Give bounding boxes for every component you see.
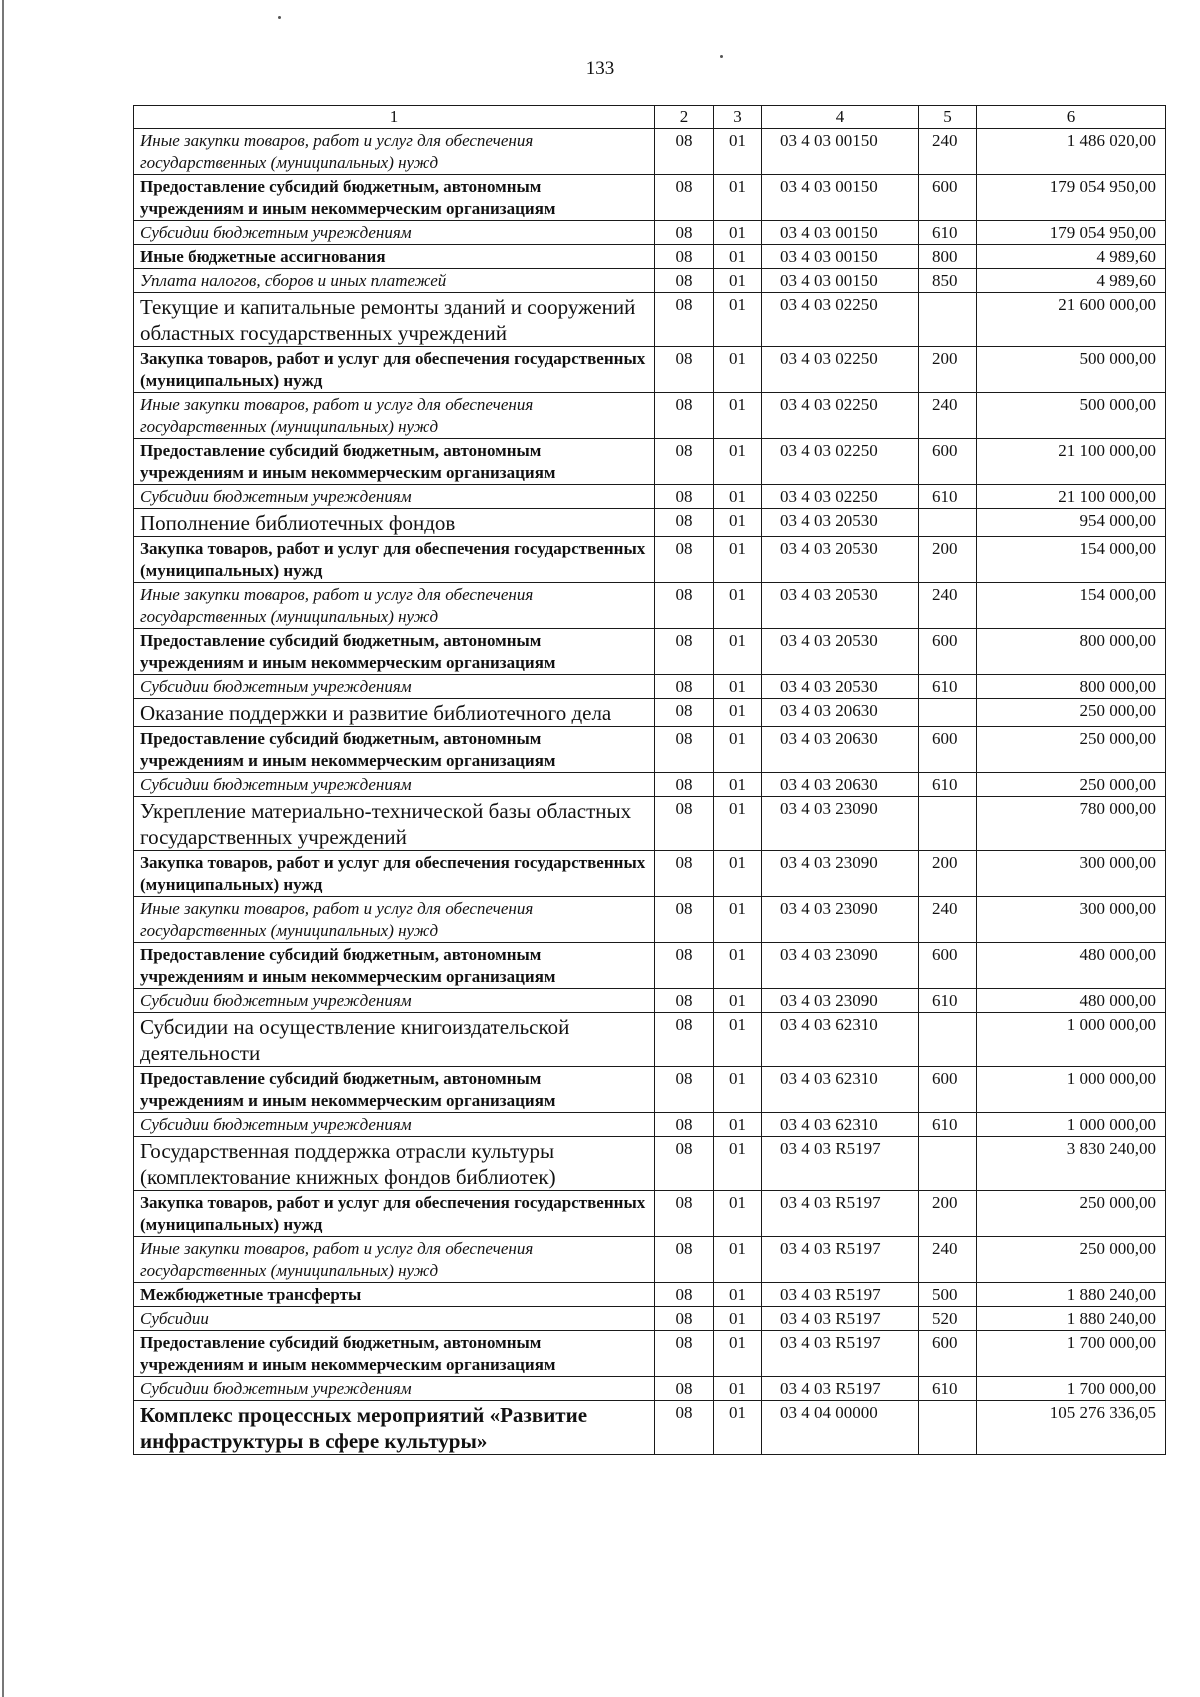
target-article-cell: 03 4 03 62310 [762,1113,919,1137]
expense-type-cell: 200 [919,851,977,897]
table-header-row [134,106,1166,129]
table-row [134,129,1166,175]
amount-cell: 1 000 000,00 [977,1013,1166,1067]
item-name-cell: Закупка товаров, работ и услуг для обеспечения государственных (муниципальных) нужд [134,537,655,583]
expense-type-cell: 600 [919,629,977,675]
subsection-code-cell: 01 [714,129,762,175]
table-row [134,221,1166,245]
expense-type-cell: 240 [919,1237,977,1283]
target-article-cell: 03 4 03 62310 [762,1013,919,1067]
target-article-cell: 03 4 03 00150 [762,129,919,175]
section-code-cell: 08 [655,1113,714,1137]
scan-speck [278,16,281,19]
expense-type-cell: 200 [919,1191,977,1237]
section-code-cell: 08 [655,773,714,797]
table-row [134,1401,1166,1455]
table-row [134,675,1166,699]
expense-type-cell: 600 [919,439,977,485]
amount-cell: 21 100 000,00 [977,485,1166,509]
amount-cell: 179 054 950,00 [977,221,1166,245]
section-code-cell: 08 [655,175,714,221]
expense-type-cell: 240 [919,897,977,943]
target-article-cell: 03 4 03 23090 [762,943,919,989]
section-code-cell: 08 [655,1191,714,1237]
item-name-cell: Иные закупки товаров, работ и услуг для обеспечения государственных (муниципальных) нужд [134,129,655,175]
table-row [134,245,1166,269]
header-cell: 4 [762,106,919,129]
expense-type-cell: 240 [919,393,977,439]
item-name-cell: Предоставление субсидий бюджетным, автономным учреждениям и иным некоммерческим организациям [134,175,655,221]
amount-cell: 4 989,60 [977,269,1166,293]
table-row [134,1307,1166,1331]
table-row [134,583,1166,629]
subsection-code-cell: 01 [714,1013,762,1067]
subsection-code-cell: 01 [714,485,762,509]
item-name-cell: Закупка товаров, работ и услуг для обеспечения государственных (муниципальных) нужд [134,1191,655,1237]
amount-cell: 4 989,60 [977,245,1166,269]
item-name-cell: Субсидии бюджетным учреждениям [134,1113,655,1137]
expense-type-cell: 200 [919,347,977,393]
table-row [134,1191,1166,1237]
header-cell: 2 [655,106,714,129]
item-name-cell: Предоставление субсидий бюджетным, автономным учреждениям и иным некоммерческим организациям [134,943,655,989]
section-code-cell: 08 [655,797,714,851]
target-article-cell: 03 4 03 02250 [762,393,919,439]
table-row [134,1283,1166,1307]
expense-type-cell: 520 [919,1307,977,1331]
item-name-cell: Предоставление субсидий бюджетным, автономным учреждениям и иным некоммерческим организациям [134,629,655,675]
expense-type-cell: 600 [919,727,977,773]
item-name-cell: Предоставление субсидий бюджетным, автономным учреждениям и иным некоммерческим организациям [134,727,655,773]
amount-cell: 500 000,00 [977,347,1166,393]
subsection-code-cell: 01 [714,269,762,293]
expense-type-cell: 600 [919,1067,977,1113]
target-article-cell: 03 4 03 02250 [762,485,919,509]
amount-cell: 1 000 000,00 [977,1067,1166,1113]
amount-cell: 780 000,00 [977,797,1166,851]
target-article-cell: 03 4 03 20630 [762,773,919,797]
item-name-cell: Субсидии на осуществление книгоиздательской деятельности [134,1013,655,1067]
section-code-cell: 08 [655,129,714,175]
target-article-cell: 03 4 03 62310 [762,1067,919,1113]
amount-cell: 480 000,00 [977,943,1166,989]
expense-type-cell [919,1013,977,1067]
subsection-code-cell: 01 [714,583,762,629]
item-name-cell: Предоставление субсидий бюджетным, автономным учреждениям и иным некоммерческим организациям [134,1331,655,1377]
subsection-code-cell: 01 [714,943,762,989]
item-name-cell: Субсидии [134,1307,655,1331]
subsection-code-cell: 01 [714,1137,762,1191]
item-name-cell: Иные закупки товаров, работ и услуг для обеспечения государственных (муниципальных) нужд [134,897,655,943]
expense-type-cell: 610 [919,773,977,797]
subsection-code-cell: 01 [714,1377,762,1401]
amount-cell: 1 000 000,00 [977,1113,1166,1137]
subsection-code-cell: 01 [714,699,762,727]
item-name-cell: Государственная поддержка отрасли культуры (комплектование книжных фондов библиотек) [134,1137,655,1191]
table-row [134,943,1166,989]
amount-cell: 954 000,00 [977,509,1166,537]
expense-type-cell: 240 [919,583,977,629]
target-article-cell: 03 4 03 00150 [762,221,919,245]
amount-cell: 300 000,00 [977,851,1166,897]
table-row [134,439,1166,485]
table-row [134,1137,1166,1191]
target-article-cell: 03 4 03 23090 [762,851,919,897]
table-row [134,773,1166,797]
subsection-code-cell: 01 [714,1237,762,1283]
item-name-cell: Закупка товаров, работ и услуг для обеспечения государственных (муниципальных) нужд [134,347,655,393]
expense-type-cell: 610 [919,485,977,509]
section-code-cell: 08 [655,1377,714,1401]
section-code-cell: 08 [655,485,714,509]
subsection-code-cell: 01 [714,245,762,269]
section-code-cell: 08 [655,989,714,1013]
amount-cell: 1 700 000,00 [977,1331,1166,1377]
table-row [134,537,1166,583]
target-article-cell: 03 4 03 20530 [762,583,919,629]
expense-type-cell: 600 [919,175,977,221]
table-row [134,1067,1166,1113]
section-code-cell: 08 [655,537,714,583]
subsection-code-cell: 01 [714,537,762,583]
item-name-cell: Субсидии бюджетным учреждениям [134,1377,655,1401]
target-article-cell: 03 4 03 02250 [762,439,919,485]
target-article-cell: 03 4 03 00150 [762,269,919,293]
subsection-code-cell: 01 [714,1307,762,1331]
section-code-cell: 08 [655,1067,714,1113]
amount-cell: 154 000,00 [977,537,1166,583]
expense-type-cell [919,699,977,727]
section-code-cell: 08 [655,439,714,485]
subsection-code-cell: 01 [714,221,762,245]
target-article-cell: 03 4 03 23090 [762,897,919,943]
amount-cell: 250 000,00 [977,699,1166,727]
subsection-code-cell: 01 [714,989,762,1013]
target-article-cell: 03 4 03 R5197 [762,1237,919,1283]
section-code-cell: 08 [655,1137,714,1191]
section-code-cell: 08 [655,293,714,347]
table-row [134,393,1166,439]
amount-cell: 3 830 240,00 [977,1137,1166,1191]
section-code-cell: 08 [655,1283,714,1307]
subsection-code-cell: 01 [714,293,762,347]
target-article-cell: 03 4 03 R5197 [762,1307,919,1331]
item-name-cell: Иные закупки товаров, работ и услуг для обеспечения государственных (муниципальных) нужд [134,583,655,629]
expense-type-cell [919,797,977,851]
item-name-cell: Субсидии бюджетным учреждениям [134,989,655,1013]
target-article-cell: 03 4 03 00150 [762,175,919,221]
amount-cell: 800 000,00 [977,629,1166,675]
item-name-cell: Предоставление субсидий бюджетным, автономным учреждениям и иным некоммерческим организациям [134,439,655,485]
target-article-cell: 03 4 03 23090 [762,989,919,1013]
table-row [134,175,1166,221]
budget-table [133,105,1166,1455]
expense-type-cell: 610 [919,1113,977,1137]
target-article-cell: 03 4 03 R5197 [762,1377,919,1401]
header-cell: 6 [977,106,1166,129]
subsection-code-cell: 01 [714,727,762,773]
item-name-cell: Иные закупки товаров, работ и услуг для обеспечения государственных (муниципальных) нужд [134,1237,655,1283]
table-row [134,509,1166,537]
amount-cell: 105 276 336,05 [977,1401,1166,1455]
item-name-cell: Оказание поддержки и развитие библиотечного дела [134,699,655,727]
target-article-cell: 03 4 03 02250 [762,347,919,393]
expense-type-cell: 200 [919,537,977,583]
expense-type-cell: 610 [919,1377,977,1401]
table-row [134,1331,1166,1377]
amount-cell: 800 000,00 [977,675,1166,699]
subsection-code-cell: 01 [714,175,762,221]
section-code-cell: 08 [655,393,714,439]
expense-type-cell: 600 [919,1331,977,1377]
header-cell: 1 [134,106,655,129]
subsection-code-cell: 01 [714,509,762,537]
table-row [134,699,1166,727]
table-row [134,1237,1166,1283]
subsection-code-cell: 01 [714,1067,762,1113]
target-article-cell: 03 4 03 20530 [762,509,919,537]
table-row [134,347,1166,393]
section-code-cell: 08 [655,245,714,269]
item-name-cell: Субсидии бюджетным учреждениям [134,485,655,509]
subsection-code-cell: 01 [714,773,762,797]
target-article-cell: 03 4 03 00150 [762,245,919,269]
table-row [134,897,1166,943]
section-code-cell: 08 [655,1307,714,1331]
subsection-code-cell: 01 [714,1331,762,1377]
subsection-code-cell: 01 [714,1191,762,1237]
item-name-cell: Комплекс процессных мероприятий «Развитие инфраструктуры в сфере культуры» [134,1401,655,1455]
subsection-code-cell: 01 [714,439,762,485]
item-name-cell: Субсидии бюджетным учреждениям [134,221,655,245]
section-code-cell: 08 [655,347,714,393]
section-code-cell: 08 [655,269,714,293]
item-name-cell: Текущие и капитальные ремонты зданий и сооружений областных государственных учреждений [134,293,655,347]
expense-type-cell [919,509,977,537]
section-code-cell: 08 [655,1013,714,1067]
section-code-cell: 08 [655,897,714,943]
expense-type-cell: 240 [919,129,977,175]
section-code-cell: 08 [655,675,714,699]
section-code-cell: 08 [655,1331,714,1377]
amount-cell: 1 486 020,00 [977,129,1166,175]
amount-cell: 250 000,00 [977,773,1166,797]
subsection-code-cell: 01 [714,675,762,699]
amount-cell: 250 000,00 [977,1191,1166,1237]
section-code-cell: 08 [655,1237,714,1283]
item-name-cell: Межбюджетные трансферты [134,1283,655,1307]
expense-type-cell: 600 [919,943,977,989]
expense-type-cell: 800 [919,245,977,269]
subsection-code-cell: 01 [714,897,762,943]
table-row [134,797,1166,851]
expense-type-cell [919,293,977,347]
section-code-cell: 08 [655,509,714,537]
target-article-cell: 03 4 03 R5197 [762,1191,919,1237]
amount-cell: 179 054 950,00 [977,175,1166,221]
expense-type-cell: 610 [919,989,977,1013]
amount-cell: 21 600 000,00 [977,293,1166,347]
target-article-cell: 03 4 04 00000 [762,1401,919,1455]
subsection-code-cell: 01 [714,1113,762,1137]
amount-cell: 480 000,00 [977,989,1166,1013]
amount-cell: 21 100 000,00 [977,439,1166,485]
target-article-cell: 03 4 03 20530 [762,537,919,583]
amount-cell: 500 000,00 [977,393,1166,439]
section-code-cell: 08 [655,629,714,675]
target-article-cell: 03 4 03 R5197 [762,1331,919,1377]
subsection-code-cell: 01 [714,629,762,675]
table-row [134,293,1166,347]
section-code-cell: 08 [655,943,714,989]
subsection-code-cell: 01 [714,347,762,393]
expense-type-cell: 610 [919,675,977,699]
subsection-code-cell: 01 [714,1401,762,1455]
subsection-code-cell: 01 [714,393,762,439]
amount-cell: 300 000,00 [977,897,1166,943]
target-article-cell: 03 4 03 20530 [762,675,919,699]
amount-cell: 1 700 000,00 [977,1377,1166,1401]
amount-cell: 1 880 240,00 [977,1283,1166,1307]
target-article-cell: 03 4 03 20530 [762,629,919,675]
subsection-code-cell: 01 [714,797,762,851]
table-row [134,989,1166,1013]
table-row [134,1013,1166,1067]
item-name-cell: Пополнение библиотечных фондов [134,509,655,537]
target-article-cell: 03 4 03 02250 [762,293,919,347]
header-cell: 5 [919,106,977,129]
amount-cell: 1 880 240,00 [977,1307,1166,1331]
table-row [134,1113,1166,1137]
item-name-cell: Субсидии бюджетным учреждениям [134,773,655,797]
section-code-cell: 08 [655,727,714,773]
amount-cell: 250 000,00 [977,727,1166,773]
target-article-cell: 03 4 03 20630 [762,699,919,727]
item-name-cell: Уплата налогов, сборов и иных платежей [134,269,655,293]
header-cell: 3 [714,106,762,129]
target-article-cell: 03 4 03 23090 [762,797,919,851]
table-row [134,727,1166,773]
target-article-cell: 03 4 03 20630 [762,727,919,773]
section-code-cell: 08 [655,851,714,897]
amount-cell: 154 000,00 [977,583,1166,629]
page-number: 133 [585,58,615,79]
item-name-cell: Закупка товаров, работ и услуг для обеспечения государственных (муниципальных) нужд [134,851,655,897]
scan-left-edge [2,0,4,1697]
amount-cell: 250 000,00 [977,1237,1166,1283]
expense-type-cell: 610 [919,221,977,245]
target-article-cell: 03 4 03 R5197 [762,1137,919,1191]
item-name-cell: Субсидии бюджетным учреждениям [134,675,655,699]
table-row [134,629,1166,675]
target-article-cell: 03 4 03 R5197 [762,1283,919,1307]
expense-type-cell [919,1401,977,1455]
section-code-cell: 08 [655,1401,714,1455]
subsection-code-cell: 01 [714,1283,762,1307]
section-code-cell: 08 [655,583,714,629]
table-row [134,485,1166,509]
section-code-cell: 08 [655,699,714,727]
item-name-cell: Укрепление материально-технической базы областных государственных учреждений [134,797,655,851]
item-name-cell: Иные бюджетные ассигнования [134,245,655,269]
expense-type-cell: 500 [919,1283,977,1307]
table-row [134,1377,1166,1401]
table-row [134,269,1166,293]
item-name-cell: Предоставление субсидий бюджетным, автономным учреждениям и иным некоммерческим организациям [134,1067,655,1113]
item-name-cell: Иные закупки товаров, работ и услуг для обеспечения государственных (муниципальных) нужд [134,393,655,439]
expense-type-cell [919,1137,977,1191]
expense-type-cell: 850 [919,269,977,293]
table-row [134,851,1166,897]
subsection-code-cell: 01 [714,851,762,897]
section-code-cell: 08 [655,221,714,245]
